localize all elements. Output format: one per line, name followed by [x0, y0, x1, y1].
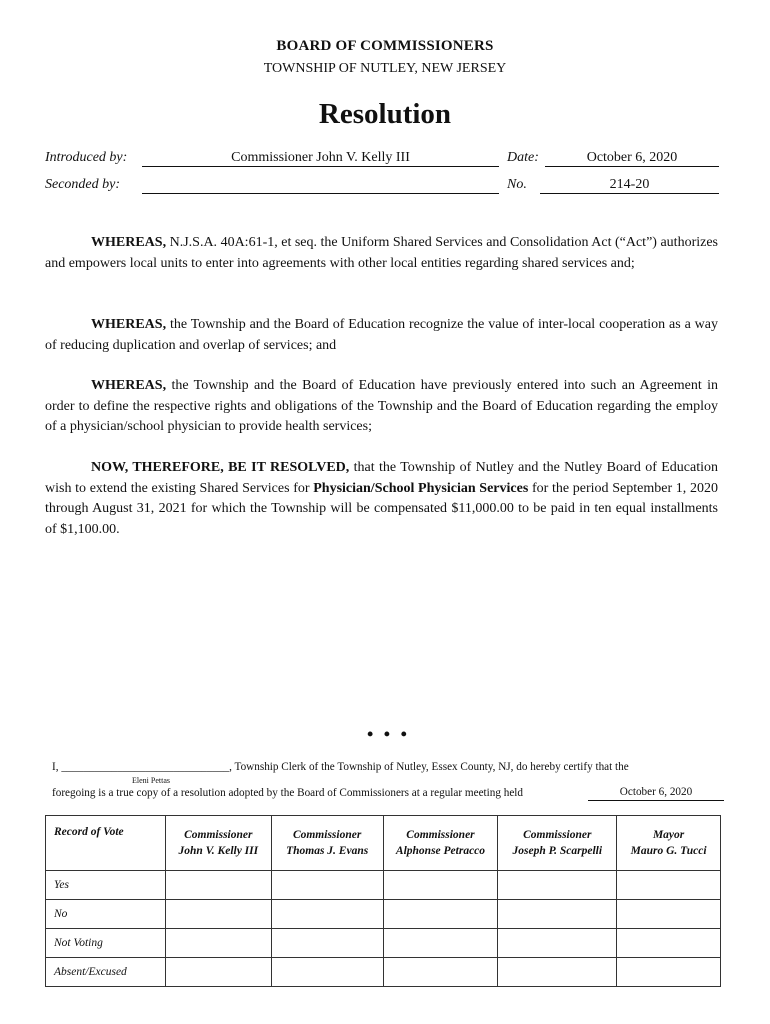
number-label: No.: [507, 177, 527, 192]
column-header-scarpelli: [498, 816, 617, 871]
cert-prefix: I,: [52, 761, 59, 773]
certification-line-2: foregoing is a true copy of a resolution adopted by the Board of Commissioners at a regular meeting held: [52, 787, 523, 799]
vote-cell: [383, 900, 498, 929]
column-header-tucci: [617, 816, 721, 871]
column-title: Commissioner: [292, 829, 362, 841]
section-separator: • • •: [367, 724, 410, 744]
vote-cell: [617, 958, 721, 987]
table-row: [46, 929, 721, 958]
vote-cell: [498, 900, 617, 929]
vote-cell: [498, 871, 617, 900]
row-label-not-voting: Not Voting: [46, 929, 166, 958]
vote-cell: [165, 958, 271, 987]
column-title: Commissioner: [523, 829, 592, 841]
certification-line-1: [52, 761, 629, 773]
cert-suffix: , Township Clerk of the Township of Nutley, Essex County, NJ, do hereby certify that the: [229, 761, 629, 773]
paragraph-lead: NOW, THEREFORE, BE IT RESOLVED,: [91, 460, 350, 475]
paragraph-lead: WHEREAS,: [91, 378, 167, 393]
resolved-paragraph: [45, 458, 718, 540]
vote-cell: [383, 871, 498, 900]
vote-table-header-row: [46, 816, 721, 871]
meeting-date-field: October 6, 2020: [588, 785, 724, 801]
vote-cell: [271, 871, 383, 900]
column-name: Alphonse Petracco: [395, 845, 486, 857]
vote-cell: [271, 958, 383, 987]
resolution-number-field: 214-20: [540, 176, 719, 194]
page-title: Resolution: [318, 98, 452, 130]
vote-cell: [271, 900, 383, 929]
paragraph-lead: WHEREAS,: [91, 235, 167, 250]
table-row: [46, 958, 721, 987]
row-label-no: No: [46, 900, 166, 929]
vote-cell: [498, 958, 617, 987]
column-title: Mayor: [652, 829, 685, 841]
column-header-petracco: [383, 816, 498, 871]
vote-cell: [498, 929, 617, 958]
township-heading: TOWNSHIP OF NUTLEY, NEW JERSEY: [263, 61, 507, 76]
column-name: John V. Kelly III: [178, 845, 259, 857]
date-label: Date:: [507, 150, 539, 165]
vote-cell: [383, 929, 498, 958]
vote-cell: [617, 900, 721, 929]
column-header-evans: [271, 816, 383, 871]
vote-cell: [165, 871, 271, 900]
column-name: Mauro G. Tucci: [630, 845, 707, 857]
column-name: Joseph P. Scarpelli: [512, 845, 603, 857]
paragraph-text: the Township and the Board of Education have previously entered into such an Agreement in order to define the respective rights and obligations of the Township and the Board of Education regarding the employ of a physician/school physician to provide health services;: [45, 378, 718, 434]
table-row: [46, 871, 721, 900]
introduced-by-label: Introduced by:: [45, 150, 128, 165]
date-field: October 6, 2020: [545, 149, 719, 167]
paragraph-text: the Township and the Board of Education recognize the value of inter-local cooperation as a way of reducing duplication and overlap of services; and: [45, 317, 718, 353]
whereas-paragraph-1: [45, 233, 718, 274]
row-label-absent-excused: Absent/Excused: [46, 958, 166, 987]
seconded-by-label: Seconded by:: [45, 177, 121, 192]
vote-cell: [383, 958, 498, 987]
whereas-paragraph-3: [45, 376, 718, 438]
vote-cell: [617, 871, 721, 900]
column-header-kelly: [165, 816, 271, 871]
record-of-vote-table: [45, 815, 721, 987]
vote-cell: [617, 929, 721, 958]
table-row: [46, 900, 721, 929]
column-name: Thomas J. Evans: [286, 845, 369, 857]
vote-cell: [165, 929, 271, 958]
paragraph-lead: WHEREAS,: [91, 317, 167, 332]
clerk-signature-blank: ______________________________: [61, 761, 230, 773]
introduced-by-field: Commissioner John V. Kelly III: [142, 149, 499, 167]
record-of-vote-header: Record of Vote: [46, 816, 166, 871]
column-title: Commissioner: [184, 829, 253, 841]
vote-cell: [271, 929, 383, 958]
paragraph-text: for the period September 1, 2020 through August 31, 2021 for which the Township will be compensated $11,000.00 to be paid in ten equal installments of $1,100.00.: [45, 480, 718, 537]
board-heading: BOARD OF COMMISSIONERS: [276, 38, 494, 54]
column-title: Commissioner: [406, 829, 475, 841]
clerk-name: Eleni Pettas: [132, 776, 170, 785]
service-name: Physician/School Physician Services: [313, 480, 529, 496]
vote-cell: [165, 900, 271, 929]
row-label-yes: Yes: [46, 871, 166, 900]
paragraph-text: N.J.S.A. 40A:61-1, et seq. the Uniform Shared Services and Consolidation Act (“Act”) authorizes and empowers local units to enter into agreements with other local entities regarding shared services and;: [45, 235, 718, 271]
seconded-by-field: [142, 176, 499, 194]
whereas-paragraph-2: [45, 315, 718, 356]
paragraph-text: that the Township of Nutley and the Nutley Board of Education wish to extend the existing Shared Services for: [45, 460, 719, 496]
